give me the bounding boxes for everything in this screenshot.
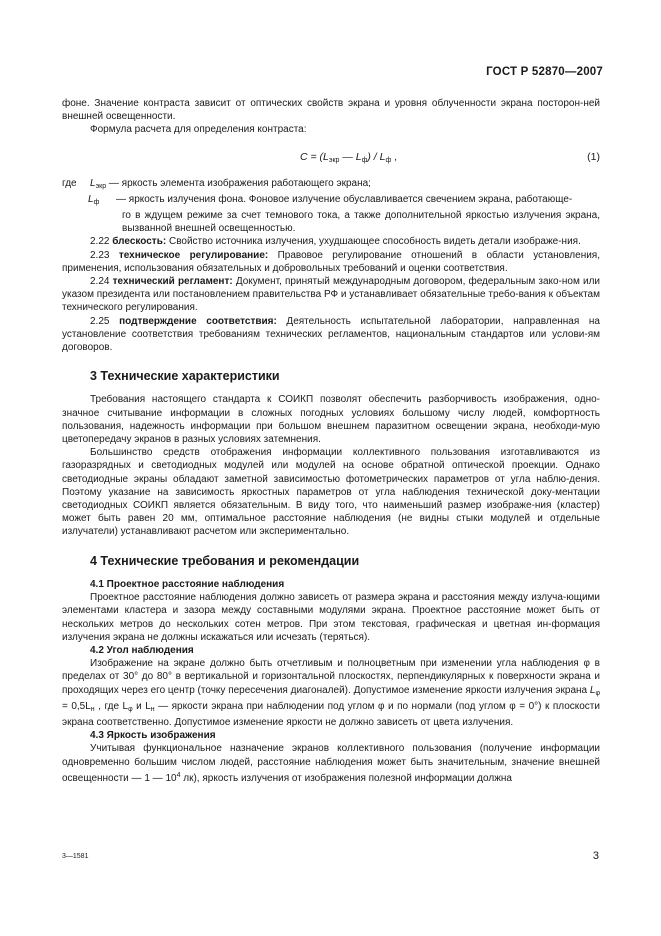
page-content (62, 97, 600, 785)
subsection-4-2-heading: 4.2 Угол наблюдения (90, 644, 194, 656)
formula-expression: $C = (L_{экр}$ — $L_ф) / L_ф$ , (300, 150, 398, 164)
subsection-4-2-text: Изображение на экране должно быть отчетливым и полноцветным при изменении угла наблюдения φ в пределах от 30° до 80° в вертикальной и горизонтальной плоскостях, перпендикулярных к поверхности экрана и проходящих через его центр (точку пересечения диагоналей). Допустимое изменение яркости излучения экрана $L_\varphi = 0,5L_н$ , где $L_\varphi$ и $L_н$ — яркости экрана при наблюдении под углом φ и по нормали (под углом φ = 0°) к плоскости экрана соответственно. Допустимое изменение яркости не должно зависеть от цвета излучения. (62, 658, 600, 728)
subsection-4-3-heading: 4.3 Яркость изображения (90, 730, 216, 742)
intro-paragraph: фоне. Значение контраста зависит от оптических свойств экрана и уровня облученности экрана посторон-ней внешней освещенности. (62, 98, 600, 123)
page-number: 3 (592, 850, 599, 862)
definition-l-f-continued: го в ждущем режиме за счет темнового тока, а также дополнительной яркостью излучения экрана, вызванной внешней освещенностью. (122, 210, 600, 235)
formula-definitions (62, 177, 600, 236)
section-3-paragraph-1: Требования настоящего стандарта к СОИКП позволят обеспечить разборчивость изображения, одно-значное считывание информации в сложных погодных условиях большому числу людей, комфортность пользования, надежность информации при большом внешнем паразитном освещении экрана, необходи-мую цветопередачу экранов в разных условиях затемнения. (62, 394, 600, 446)
formula-number: (1) (587, 150, 600, 163)
term-2-24: 2.24 технический регламент: Документ, принятый международным договором, федеральным зако-ном или указом президента или постановлением правительства РФ и устанавливает обязательные требо-вания к объектам технического регулирования. (62, 276, 600, 314)
section-3-paragraph-2: Большинство средств отображения информации коллективного пользования изготавливаются из газоразрядных и светодиодных модулей или модулей на основе обратной оптической проекции. Однако светодиодные экраны обладают заметной зависимостью фотометрических параметров от угла наблю-дения. Поэтому указание на зависимость яркостных параметров от угла наблюдения технической доку-ментации светодиодных СОИКП является обязательным. В виду того, что наименьший размер изображе-ния (кластер) может быть равен 20 мм, оптимальное расстояние наблюдения (не видны стыки модулей и отдельные излучатели) устанавливают расчетом или экспериментально. (62, 447, 600, 538)
subsection-4-1-text: Проектное расстояние наблюдения должно зависеть от размера экрана и расстояния между излуча-ющими элементами кластера и зазора между составными модулями экрана. Проектное расстояние может быть от нескольких метров до нескольких сотен метров. При этом текстовая, графическая и цветная ин-формация излучения экрана не должны искажаться или исчезать (теряться). (62, 592, 600, 643)
definition-l-ekr: где $L_{экр}$ — яркость элемента изображения работающего экрана; (62, 177, 371, 190)
subsection-4-3-text: Учитывая функциональное назначение экранов коллективного пользования (получение информации одновременно большим числом людей, расстояние наблюдения может быть значительным, значение внешней освещенности — 1 — $10^4$ лк), яркость излучения от изображения полезной информации должна (62, 743, 600, 784)
section-3-heading: 3 Технические характеристики (90, 369, 280, 384)
term-2-22: 2.22 блескость: Свойство источника излучения, ухудшающее способность видеть детали изображе-ния. (90, 236, 581, 248)
definition-l-f: $L_ф$ — яркость излучения фона. Фоновое излучение обуславливается свечением экрана, работающе- (88, 193, 573, 206)
print-code: 3—1581 (62, 853, 89, 860)
term-2-25: 2.25 подтверждение соответствия: Деятельность испытательной лаборатории, направленная на установление соответствия требованиям технических регламентов, национальным стандартов или услови-ям договоров. (62, 315, 600, 354)
formula-intro: Формула расчета для определения контраста: (90, 124, 307, 136)
contrast-formula (62, 143, 600, 177)
subsection-4-1-heading: 4.1 Проектное расстояние наблюдения (90, 578, 285, 590)
term-2-23: 2.23 техническое регулирование: Правовое регулирование отношений в области установления, применения, использования обязательных и добровольных требований и оценки соответствия. (62, 249, 600, 274)
standard-code: ГОСТ Р 52870—2007 (486, 66, 603, 78)
section-4-heading: 4 Технические требования и рекомендации (90, 553, 360, 568)
